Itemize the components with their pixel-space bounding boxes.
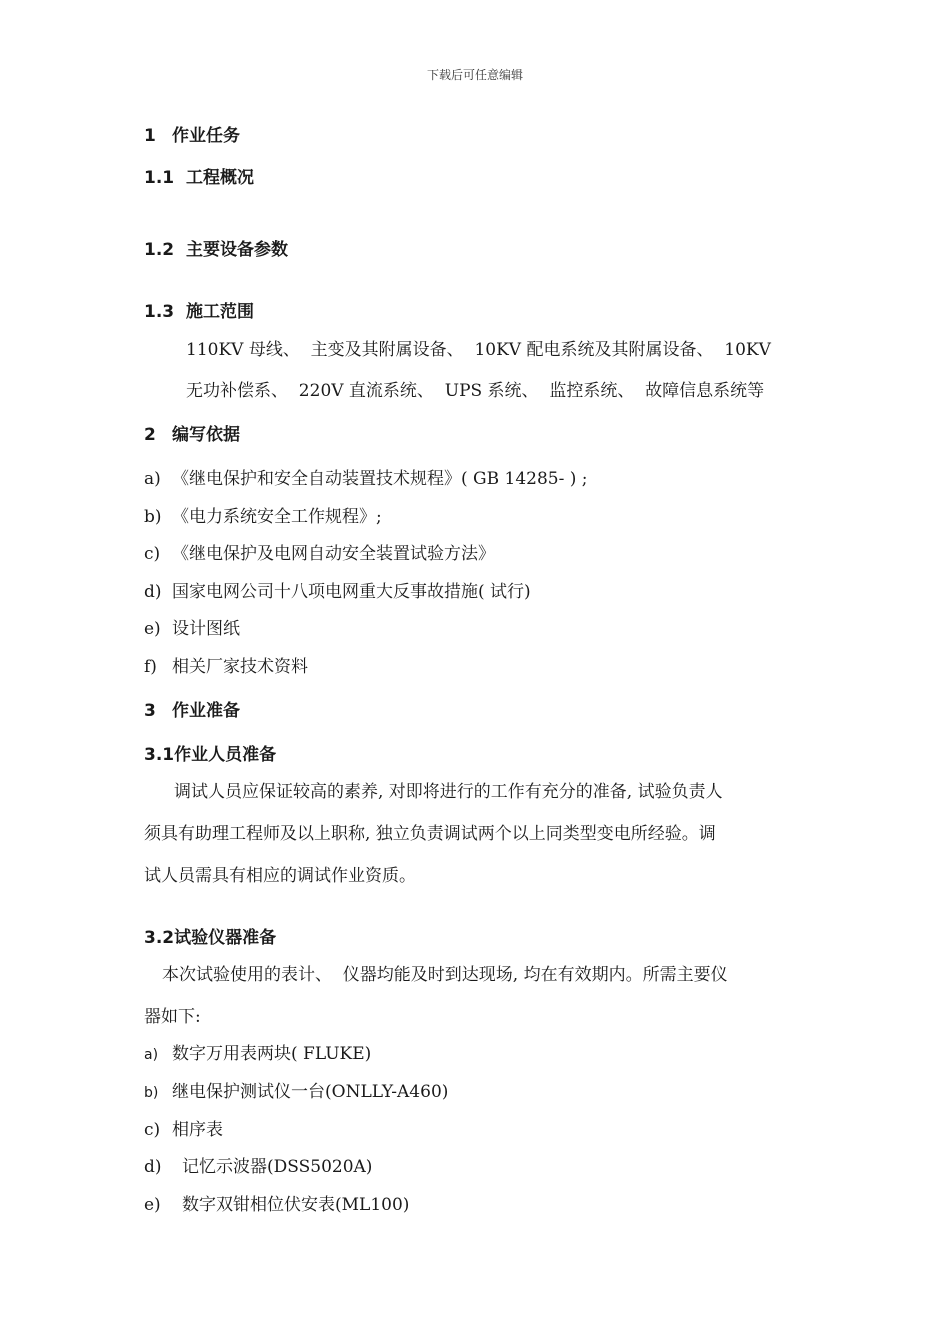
- basis-item-f: f) 相关厂家技术资料: [144, 657, 308, 677]
- heading-1-2: [144, 238, 288, 262]
- instrument-item-e: e) 数字双钳相位伏安表(ML100): [144, 1195, 410, 1215]
- basis-item-b: b) 《电力系统安全工作规程》;: [144, 507, 382, 527]
- staff-line-3: 试人员需具有相应的调试作业资质。: [144, 866, 416, 886]
- page-header-note: 下载后可任意编辑: [426, 68, 523, 82]
- instrument-intro-line-1: 本次试验使用的表计、 仪器均能及时到达现场, 均在有效期内。所需主要仪: [162, 965, 728, 985]
- heading-number: 3: [144, 701, 156, 721]
- instrument-intro-line-2: 器如下:: [144, 1007, 201, 1027]
- heading-3-2: [144, 926, 276, 950]
- staff-line-1: 调试人员应保证较高的素养, 对即将进行的工作有充分的准备, 试验负责人: [174, 782, 723, 802]
- heading-title: 主要设备参数: [186, 240, 288, 260]
- instrument-item-c: c) 相序表: [144, 1120, 223, 1140]
- scope-line-2: 无功补偿系、 220V 直流系统、 UPS 系统、 监控系统、 故障信息系统等: [186, 381, 765, 401]
- heading-title: 作业人员准备: [174, 745, 277, 765]
- basis-item-e: e) 设计图纸: [144, 619, 240, 639]
- heading-3-1: [144, 743, 276, 767]
- heading-number: 1: [144, 126, 156, 146]
- instrument-item-d: d) 记忆示波器(DSS5020A): [144, 1157, 373, 1177]
- heading-number: 2: [144, 425, 156, 445]
- heading-title: 工程概况: [186, 168, 254, 188]
- instrument-item-a: a) 数字万用表两块( FLUKE): [144, 1044, 372, 1064]
- heading-number: 1.2: [144, 240, 175, 260]
- heading-number: 3.1: [144, 745, 175, 765]
- heading-title: 施工范围: [186, 302, 254, 322]
- heading-1-1: [144, 166, 254, 190]
- heading-title: 试验仪器准备: [174, 928, 277, 948]
- heading-title: 编写依据: [172, 425, 240, 445]
- heading-title: 作业准备: [172, 701, 240, 721]
- basis-item-c: c) 《继电保护及电网自动安全装置试验方法》: [144, 544, 495, 564]
- basis-item-a: a) 《继电保护和安全自动装置技术规程》( GB 14285- ) ;: [144, 469, 588, 489]
- heading-3: [144, 699, 240, 723]
- scope-line-1: 110KV 母线、 主变及其附属设备、 10KV 配电系统及其附属设备、 10KV: [186, 340, 771, 360]
- heading-title: 作业任务: [172, 126, 240, 146]
- heading-number: 1.3: [144, 302, 175, 322]
- staff-line-2: 须具有助理工程师及以上职称, 独立负责调试两个以上同类型变电所经验。调: [144, 824, 716, 844]
- instrument-item-b: b) 继电保护测试仪一台(ONLLY-A460): [144, 1082, 449, 1102]
- heading-2: [144, 423, 240, 447]
- heading-1: [144, 124, 240, 148]
- heading-number: 3.2: [144, 928, 175, 948]
- heading-1-3: [144, 300, 254, 324]
- basis-item-d: d) 国家电网公司十八项电网重大反事故措施( 试行): [144, 582, 531, 602]
- heading-number: 1.1: [144, 168, 175, 188]
